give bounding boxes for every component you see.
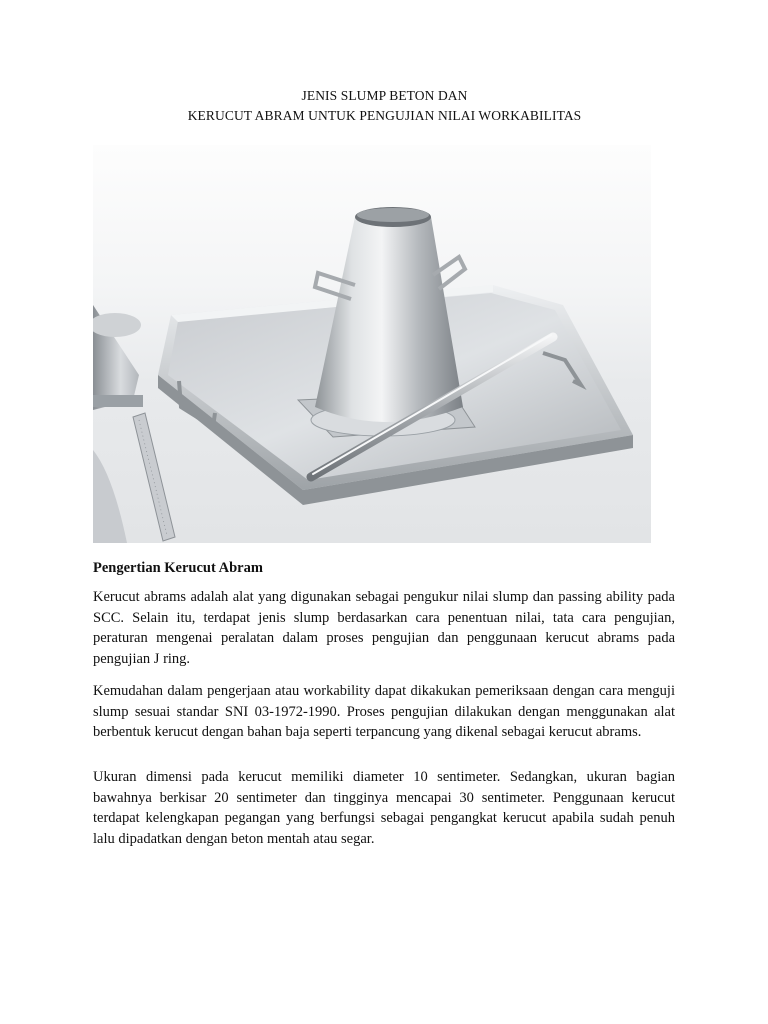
title-line-2: KERUCUT ABRAM UNTUK PENGUJIAN NILAI WORKABILITAS xyxy=(187,108,582,123)
paragraph-3: Ukuran dimensi pada kerucut memiliki diameter 10 sentimeter. Sedangkan, ukuran bagian bawahnya berkisar 20 sentimeter dan tingginya mencapai 30 sentimeter. Penggunaan kerucut terdapat kelengkapan pegangan yang berfungsi sebagai pengangkat kerucut apabila sudah penuh lalu dipadatkan dengan beton mentah atau segar. xyxy=(93,769,675,847)
title-line-1: JENIS SLUMP BETON DAN xyxy=(301,88,468,103)
abrams-cone xyxy=(315,207,465,422)
slump-cone-illustration xyxy=(93,145,651,543)
slump-cone-photo xyxy=(93,145,651,543)
document-title xyxy=(93,86,676,126)
paragraph-2: Kemudahan dalam pengerjaan atau workability dapat dikakukan pemeriksaan dengan cara menguji slump sesuai standar SNI 03-1972-1990. Proses pengujian dilakukan dengan menggunakan alat berbentuk kerucut dengan bahan baja seperti terpancung yang dikenal sebagai kerucut abrams. xyxy=(93,683,675,740)
steel-ruler xyxy=(133,413,175,541)
section-heading: Pengertian Kerucut Abram xyxy=(93,560,263,576)
paragraph-1: Kerucut abrams adalah alat yang digunakan sebagai pengukur nilai slump dan passing ability pada SCC. Selain itu, terdapat jenis slump berdasarkan cara penentuan nilai, tata cara pengujian, peraturan mengenai peralatan dalam proses pengujian dan penggunaan kerucut abrams pada pengujian J ring. xyxy=(93,589,675,667)
